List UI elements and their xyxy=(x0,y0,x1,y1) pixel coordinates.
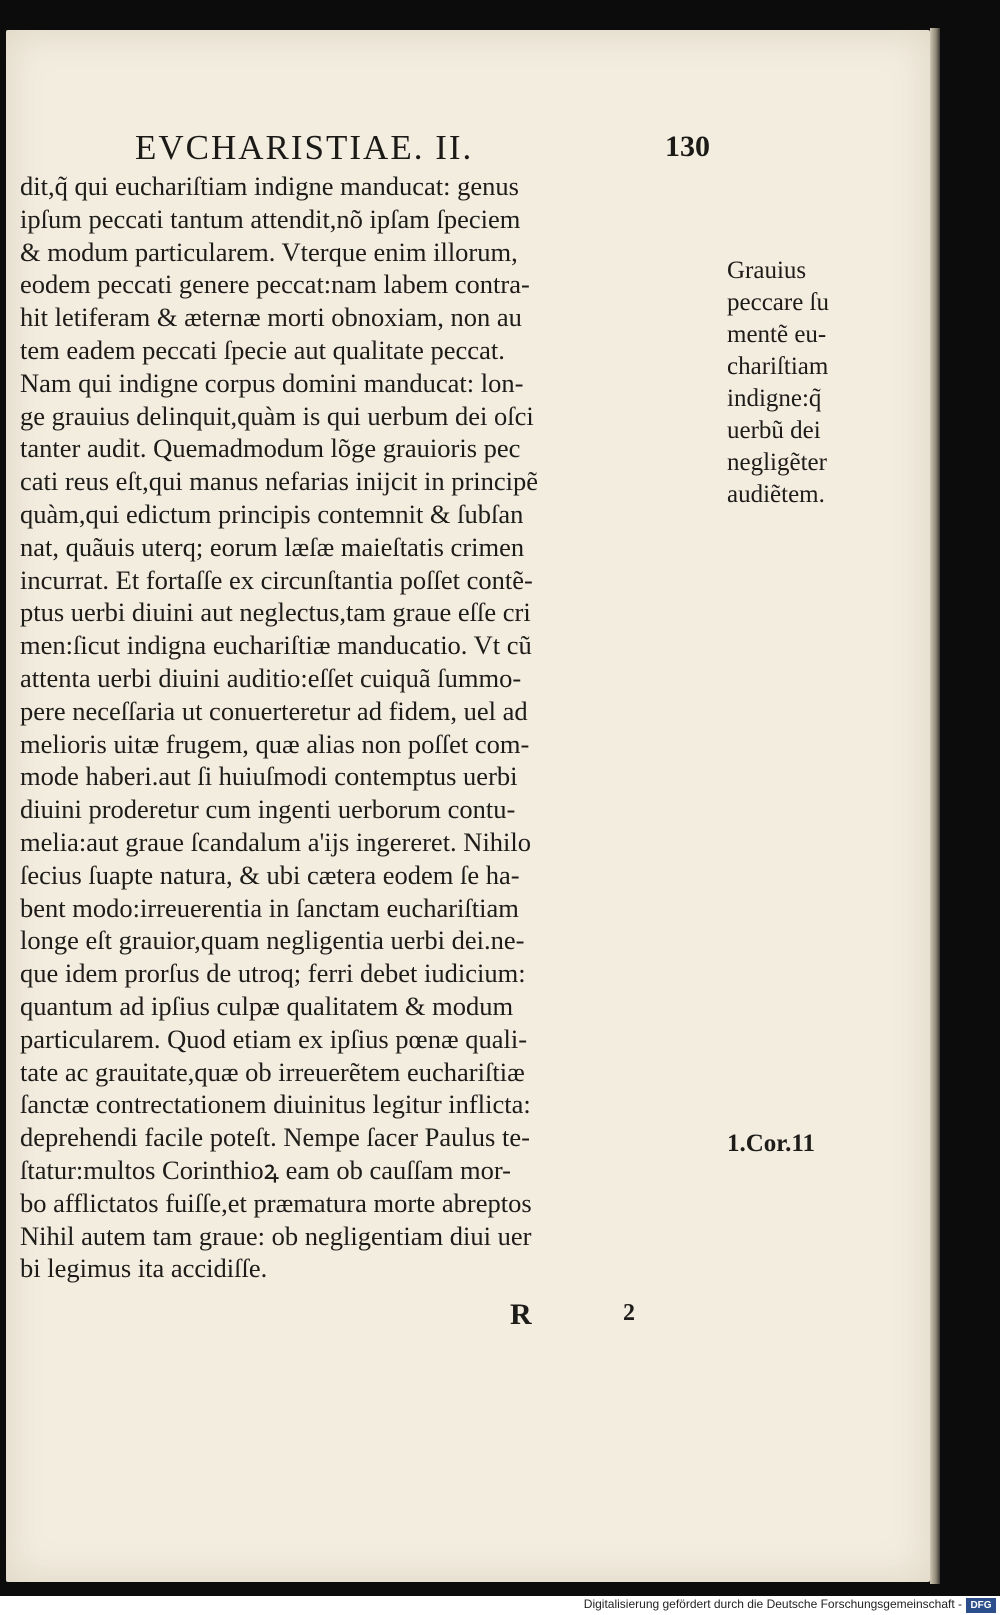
text-line: quàm,qui edictum principis contemnit & ſubſan xyxy=(20,498,524,529)
marginal-note xyxy=(727,255,829,511)
text-line: Nihil autem tam graue: ob negligentiam diui uer xyxy=(20,1220,532,1251)
marginal-note-line: mentẽ eu- xyxy=(727,321,827,348)
text-line: mode haberi.aut ſi huiuſmodi contemptus uerbi xyxy=(20,761,518,792)
text-line: hit letiferam & æternæ morti obnoxiam, non au xyxy=(20,302,522,333)
text-line: ge grauius delinquit,quàm is qui uerbum dei oſci xyxy=(20,400,534,431)
marginal-note-line: peccare ſu xyxy=(727,289,830,316)
text-line: que idem prorſus de utroq; ferri debet iudicium: xyxy=(20,958,526,989)
text-line: tem eadem peccati ſpecie aut qualitate peccat. xyxy=(20,334,505,365)
signature-number: 2 xyxy=(623,1300,635,1326)
page-edge xyxy=(930,28,940,1584)
text-line: deprehendi facile poteſt. Nempe ſacer Paulus te- xyxy=(20,1122,530,1153)
marginal-note-line: chariſtiam xyxy=(727,353,829,380)
running-head xyxy=(135,128,710,172)
text-line: nat, quãuis uterq; eorum læſæ maieſtatis crimen xyxy=(20,531,525,562)
text-line: quantum ad ipſius culpæ qualitatem & modum xyxy=(20,990,514,1021)
text-line: melia:aut graue ſcandalum a'ijs ingereret. Nihilo xyxy=(20,826,532,857)
text-line: ipſum peccati tantum attendit,nõ ipſam ſpeciem xyxy=(20,203,521,234)
text-line: bi legimus ita accidiſſe. xyxy=(20,1253,268,1284)
folio-number: 130 xyxy=(665,130,710,163)
marginal-reference: 1.Cor.11 xyxy=(727,1130,815,1157)
text-line: ſanctæ contrectationem diuinitus legitur inflicta: xyxy=(20,1089,531,1120)
text-line: attenta uerbi diuini auditio:eſſet cuiquã ſummo- xyxy=(20,662,522,693)
footer-strip xyxy=(0,1596,1000,1615)
text-line: tate ac grauitate,quæ ob irreuerẽtem euchariſtiæ xyxy=(20,1056,525,1087)
marginal-note-line: negligẽter xyxy=(727,449,827,476)
running-title: EVCHARISTIAE. II. xyxy=(135,128,474,167)
text-line: bo afflictatos fuiſſe,et præmatura morte abreptos xyxy=(20,1187,532,1218)
text-line: ſecius ſuapte natura, & ubi cætera eodem ſe ha- xyxy=(20,859,520,890)
text-line: pere neceſſaria ut conuerteretur ad fidem, uel ad xyxy=(20,695,528,726)
text-line: particularem. Quod etiam ex ipſius pœnæ quali- xyxy=(20,1023,528,1054)
funding-credit: Digitalisierung gefördert durch die Deutsche Forschungsgemeinschaft - xyxy=(583,1597,962,1611)
marginal-note-line: audiẽtem. xyxy=(727,481,825,508)
text-line: bent modo:irreuerentia in ſanctam euchariſtiam xyxy=(20,892,519,923)
text-line: & modum particularem. Vterque enim illorum, xyxy=(20,236,518,267)
marginal-note-line: Grauius xyxy=(727,257,807,284)
text-line: men:ſicut indigna euchariſtiæ manducatio. Vt cũ xyxy=(20,630,532,661)
body-text xyxy=(20,170,720,1285)
text-line: Nam qui indigne corpus domini manducat: lon- xyxy=(20,367,524,398)
text-line: ptus uerbi diuini aut neglectus,tam graue eſſe cri xyxy=(20,597,531,628)
text-line: melioris uitæ frugem, quæ alias non poſſet com- xyxy=(20,728,530,759)
text-line: longe eſt grauior,quam negligentia uerbi dei.ne- xyxy=(20,925,525,956)
text-line: dit,q̃ qui euchariſtiam indigne manducat: genus xyxy=(20,171,519,201)
marginal-note-line: indigne:q̃ xyxy=(727,385,822,412)
signature-letter: R xyxy=(510,1298,532,1331)
marginal-note-line: uerbũ dei xyxy=(727,417,821,444)
text-line: cati reus eſt,qui manus nefarias inijcit in principẽ xyxy=(20,466,539,497)
text-line: ſtatur:multos Corinthioꝝ eam ob cauſſam mor- xyxy=(20,1154,511,1185)
signature-mark xyxy=(510,1298,650,1338)
text-line: tanter audit. Quemadmodum lõge grauioris pec xyxy=(20,433,521,464)
text-line: diuini proderetur cum ingenti uerborum contu- xyxy=(20,794,516,825)
text-line: incurrat. Et fortaſſe ex circunſtantia poſſet contẽ- xyxy=(20,564,533,595)
text-line: eodem peccati genere peccat:nam labem contra- xyxy=(20,269,530,300)
dfg-logo: DFG xyxy=(966,1598,996,1613)
